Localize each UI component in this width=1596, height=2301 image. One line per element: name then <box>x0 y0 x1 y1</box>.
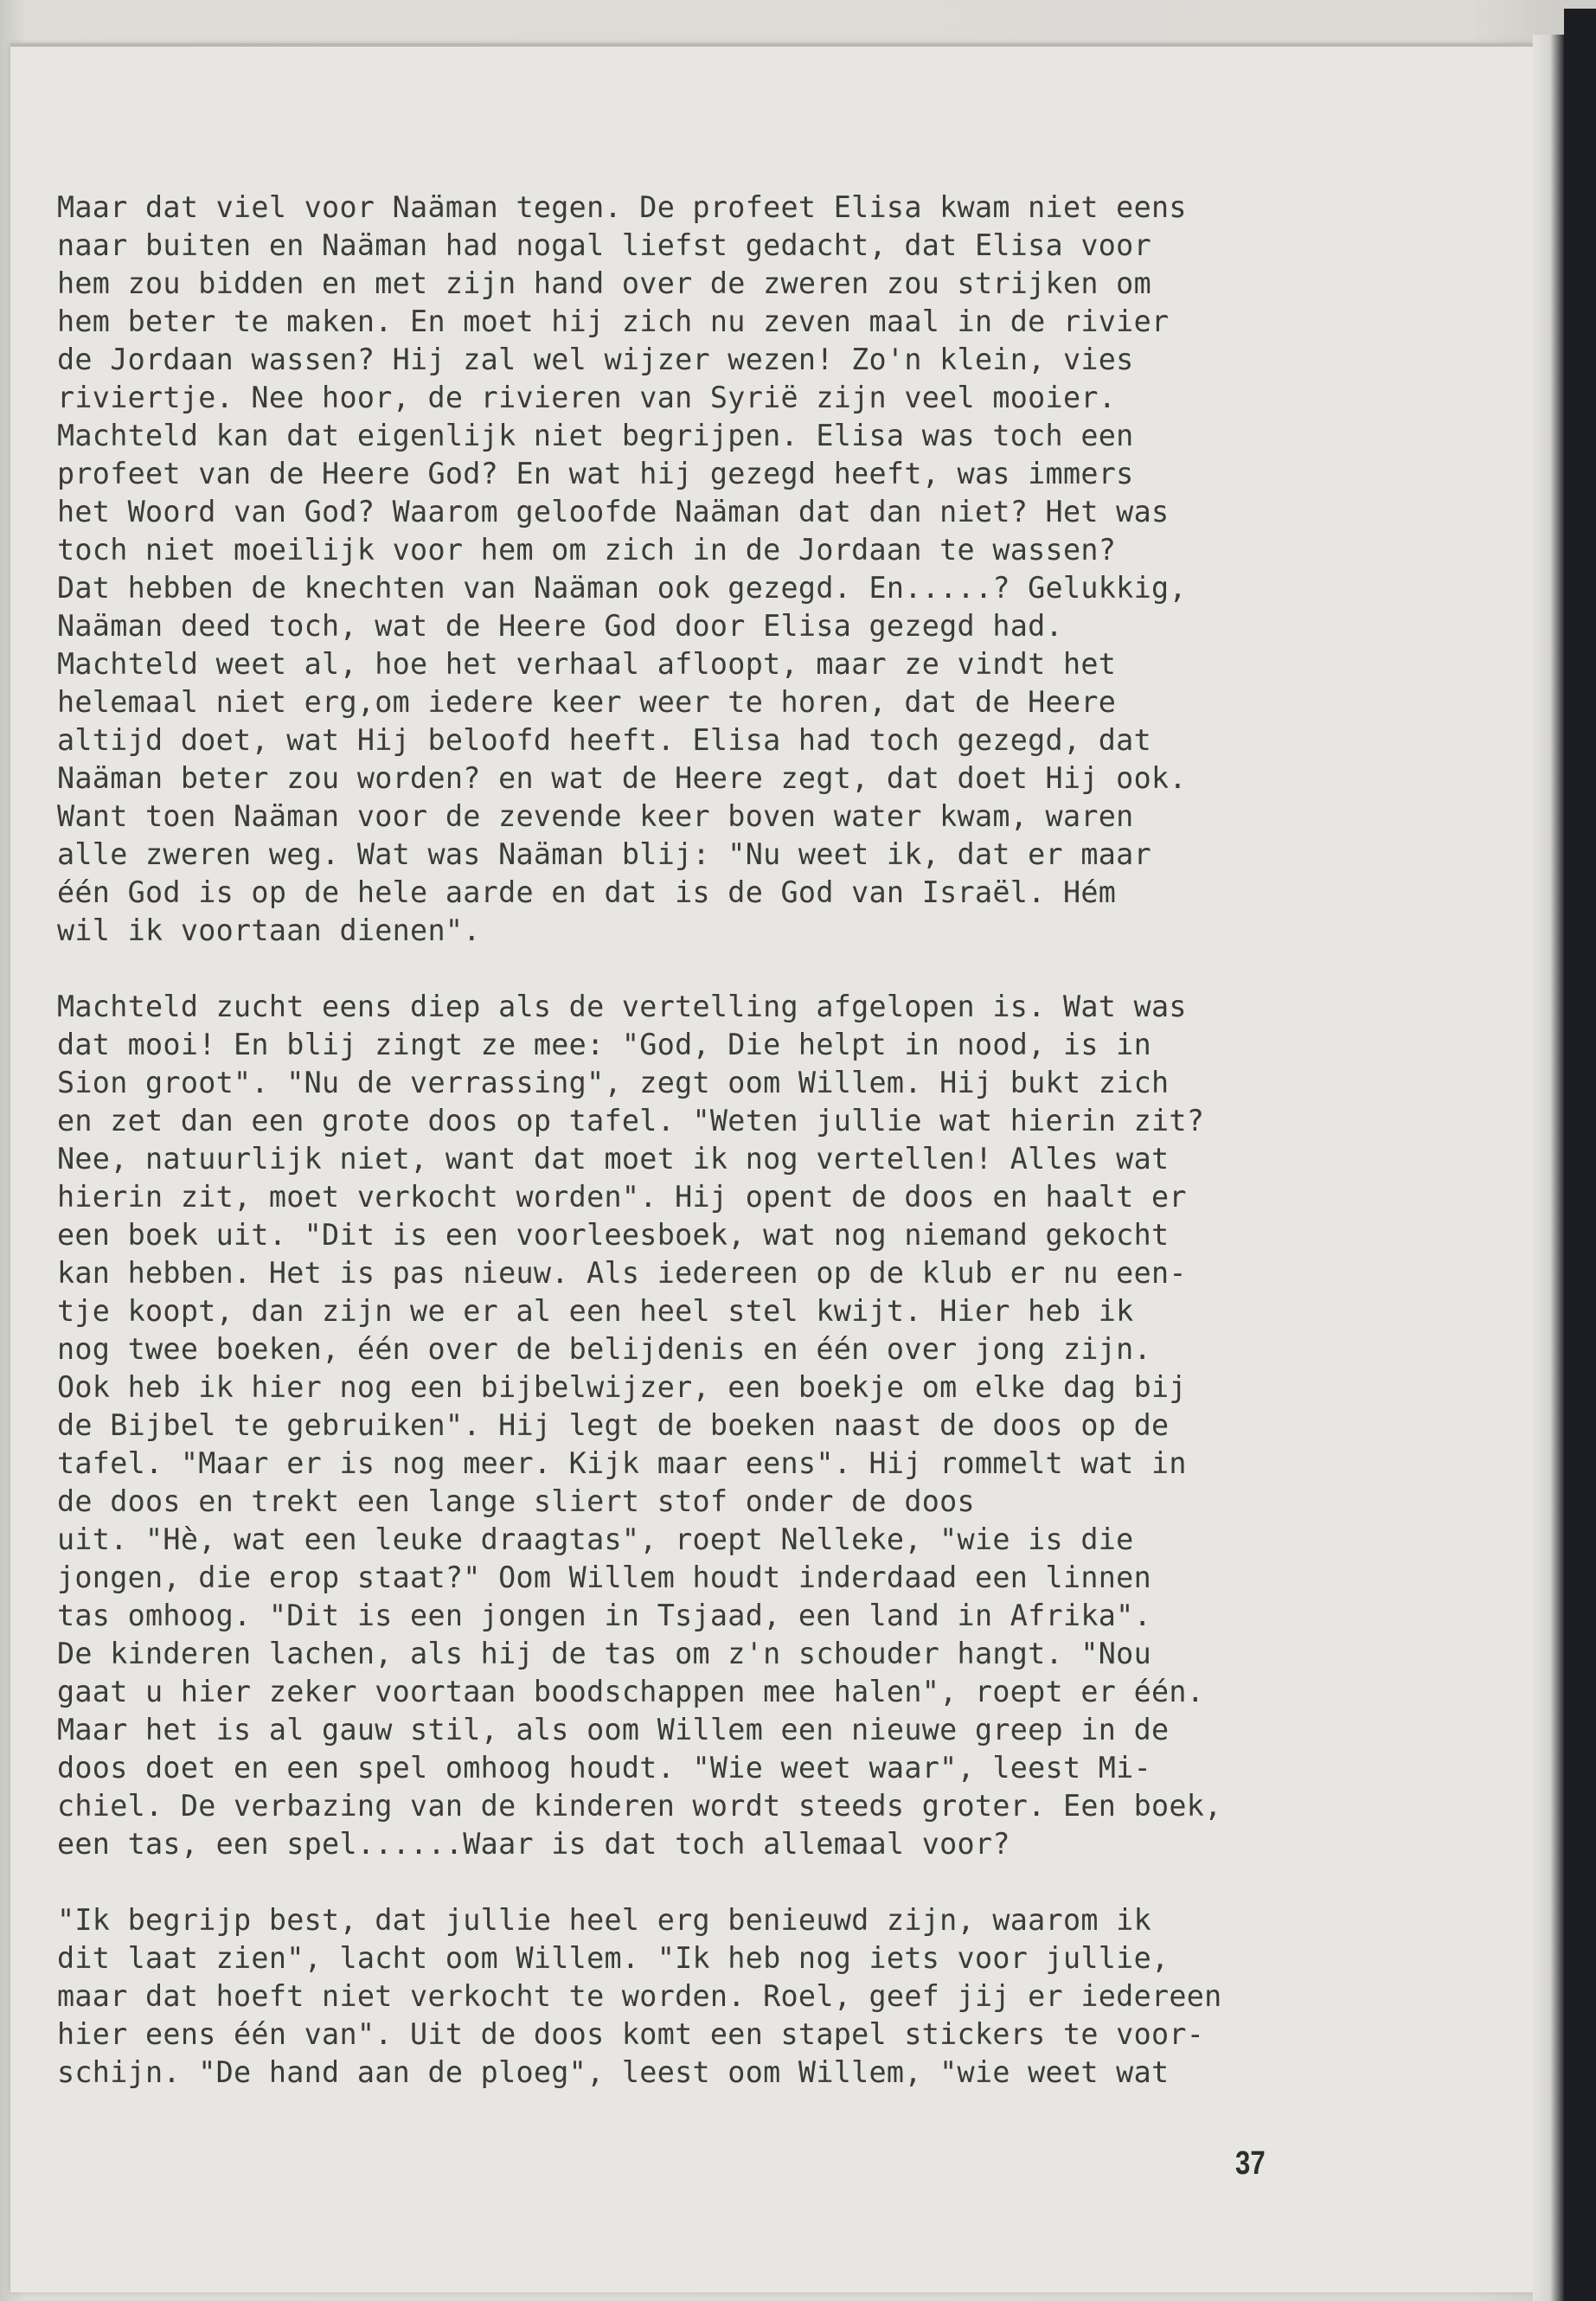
page-number: 37 <box>1235 2145 1266 2182</box>
text-line: de Jordaan wassen? Hij zal wel wijzer wezen! Zo'n klein, vies <box>57 343 1134 376</box>
text-line: jongen, die erop staat?" Oom Willem houdt inderdaad een linnen <box>57 1561 1151 1594</box>
text-line: dat mooi! En blij zingt ze mee: "God, Die helpt in nood, is in <box>57 1028 1151 1061</box>
paragraph-1 <box>57 189 1337 950</box>
text-line: Machteld zucht eens diep als de vertelling afgelopen is. Wat was <box>57 990 1187 1023</box>
text-line: altijd doet, wat Hij beloofd heeft. Elisa had toch gezegd, dat <box>57 723 1151 757</box>
text-line: hierin zit, moet verkocht worden". Hij opent de doos en haalt er <box>57 1180 1187 1214</box>
text-line: hem beter te maken. En moet hij zich nu zeven maal in de rivier <box>57 304 1170 338</box>
text-line: kan hebben. Het is pas nieuw. Als iedereen op de klub er nu een- <box>57 1256 1187 1290</box>
text-line: Maar dat viel voor Naäman tegen. De profeet Elisa kwam niet eens <box>57 190 1187 224</box>
text-line: profeet van de Heere God? En wat hij gezegd heeft, was immers <box>57 457 1134 490</box>
text-line: Dat hebben de knechten van Naäman ook gezegd. En.....? Gelukkig, <box>57 571 1187 605</box>
text-line: Machteld kan dat eigenlijk niet begrijpen. Elisa was toch een <box>57 419 1134 452</box>
text-line: tje koopt, dan zijn we er al een heel stel kwijt. Hier heb ik <box>57 1294 1134 1328</box>
text-line: Nee, natuurlijk niet, want dat moet ik nog vertellen! Alles wat <box>57 1142 1170 1176</box>
text-line: De kinderen lachen, als hij de tas om z'n schouder hangt. "Nou <box>57 1637 1151 1670</box>
text-line: nog twee boeken, één over de belijdenis en één over jong zijn. <box>57 1332 1151 1366</box>
book-binding-edge <box>1564 9 1596 2301</box>
text-line: dit laat zien", lacht oom Willem. "Ik heb nog iets voor jullie, <box>57 1941 1170 1975</box>
text-line: helemaal niet erg,om iedere keer weer te horen, dat de Heere <box>57 685 1117 719</box>
text-line: het Woord van God? Waarom geloofde Naäman dat dan niet? Het was <box>57 495 1170 529</box>
text-line: doos doet en een spel omhoog houdt. "Wie weet waar", leest Mi- <box>57 1751 1151 1785</box>
text-line: een boek uit. "Dit is een voorleesboek, wat nog niemand gekocht <box>57 1218 1170 1252</box>
paragraph-2 <box>57 988 1337 1863</box>
text-line: wil ik voortaan dienen". <box>57 913 481 947</box>
page-top-edge <box>10 43 1533 47</box>
text-line: "Ik begrijp best, dat jullie heel erg benieuwd zijn, waarom ik <box>57 1903 1151 1937</box>
text-line: riviertje. Nee hoor, de rivieren van Syrië zijn veel mooier. <box>57 381 1117 414</box>
text-line: Ook heb ik hier nog een bijbelwijzer, een boekje om elke dag bij <box>57 1370 1187 1404</box>
text-line: Machteld weet al, hoe het verhaal afloopt, maar ze vindt het <box>57 647 1117 681</box>
text-line: alle zweren weg. Wat was Naäman blij: "Nu weet ik, dat er maar <box>57 837 1151 871</box>
text-line: uit. "Hè, wat een leuke draagtas", roept Nelleke, "wie is die <box>57 1522 1134 1556</box>
text-line: Sion groot". "Nu de verrassing", zegt oom Willem. Hij bukt zich <box>57 1066 1170 1099</box>
body-text <box>57 189 1337 2092</box>
text-line: naar buiten en Naäman had nogal liefst gedacht, dat Elisa voor <box>57 228 1151 262</box>
text-line: Naäman deed toch, wat de Heere God door Elisa gezegd had. <box>57 609 1063 643</box>
text-line: tas omhoog. "Dit is een jongen in Tsjaad, een land in Afrika". <box>57 1599 1151 1632</box>
text-line: maar dat hoeft niet verkocht te worden. Roel, geef jij er iedereen <box>57 1979 1222 2013</box>
text-line: tafel. "Maar er is nog meer. Kijk maar eens". Hij rommelt wat in <box>57 1446 1187 1480</box>
binding-shadow <box>1533 35 1564 2301</box>
text-line: Maar het is al gauw stil, als oom Willem een nieuwe greep in de <box>57 1713 1170 1747</box>
text-line: hem zou bidden en met zijn hand over de zweren zou strijken om <box>57 266 1151 300</box>
text-line: een tas, een spel......Waar is dat toch allemaal voor? <box>57 1827 1010 1861</box>
text-line: de Bijbel te gebruiken". Hij legt de boeken naast de doos op de <box>57 1408 1170 1442</box>
text-line: Want toen Naäman voor de zevende keer boven water kwam, waren <box>57 799 1134 833</box>
text-line: één God is op de hele aarde en dat is de God van Israël. Hém <box>57 875 1117 909</box>
text-line: de doos en trekt een lange sliert stof onder de doos <box>57 1484 975 1518</box>
paragraph-3 <box>57 1901 1337 2092</box>
text-line: schijn. "De hand aan de ploeg", leest oom Willem, "wie weet wat <box>57 2055 1170 2089</box>
text-line: hier eens één van". Uit de doos komt een stapel stickers te voor- <box>57 2017 1205 2051</box>
text-line: Naäman beter zou worden? en wat de Heere zegt, dat doet Hij ook. <box>57 761 1187 795</box>
text-line: gaat u hier zeker voortaan boodschappen mee halen", roept er één. <box>57 1675 1205 1708</box>
text-line: toch niet moeilijk voor hem om zich in de Jordaan te wassen? <box>57 533 1117 567</box>
text-line: en zet dan een grote doos op tafel. "Weten jullie wat hierin zit? <box>57 1104 1205 1138</box>
text-line: chiel. De verbazing van de kinderen wordt steeds groter. Een boek, <box>57 1789 1222 1823</box>
